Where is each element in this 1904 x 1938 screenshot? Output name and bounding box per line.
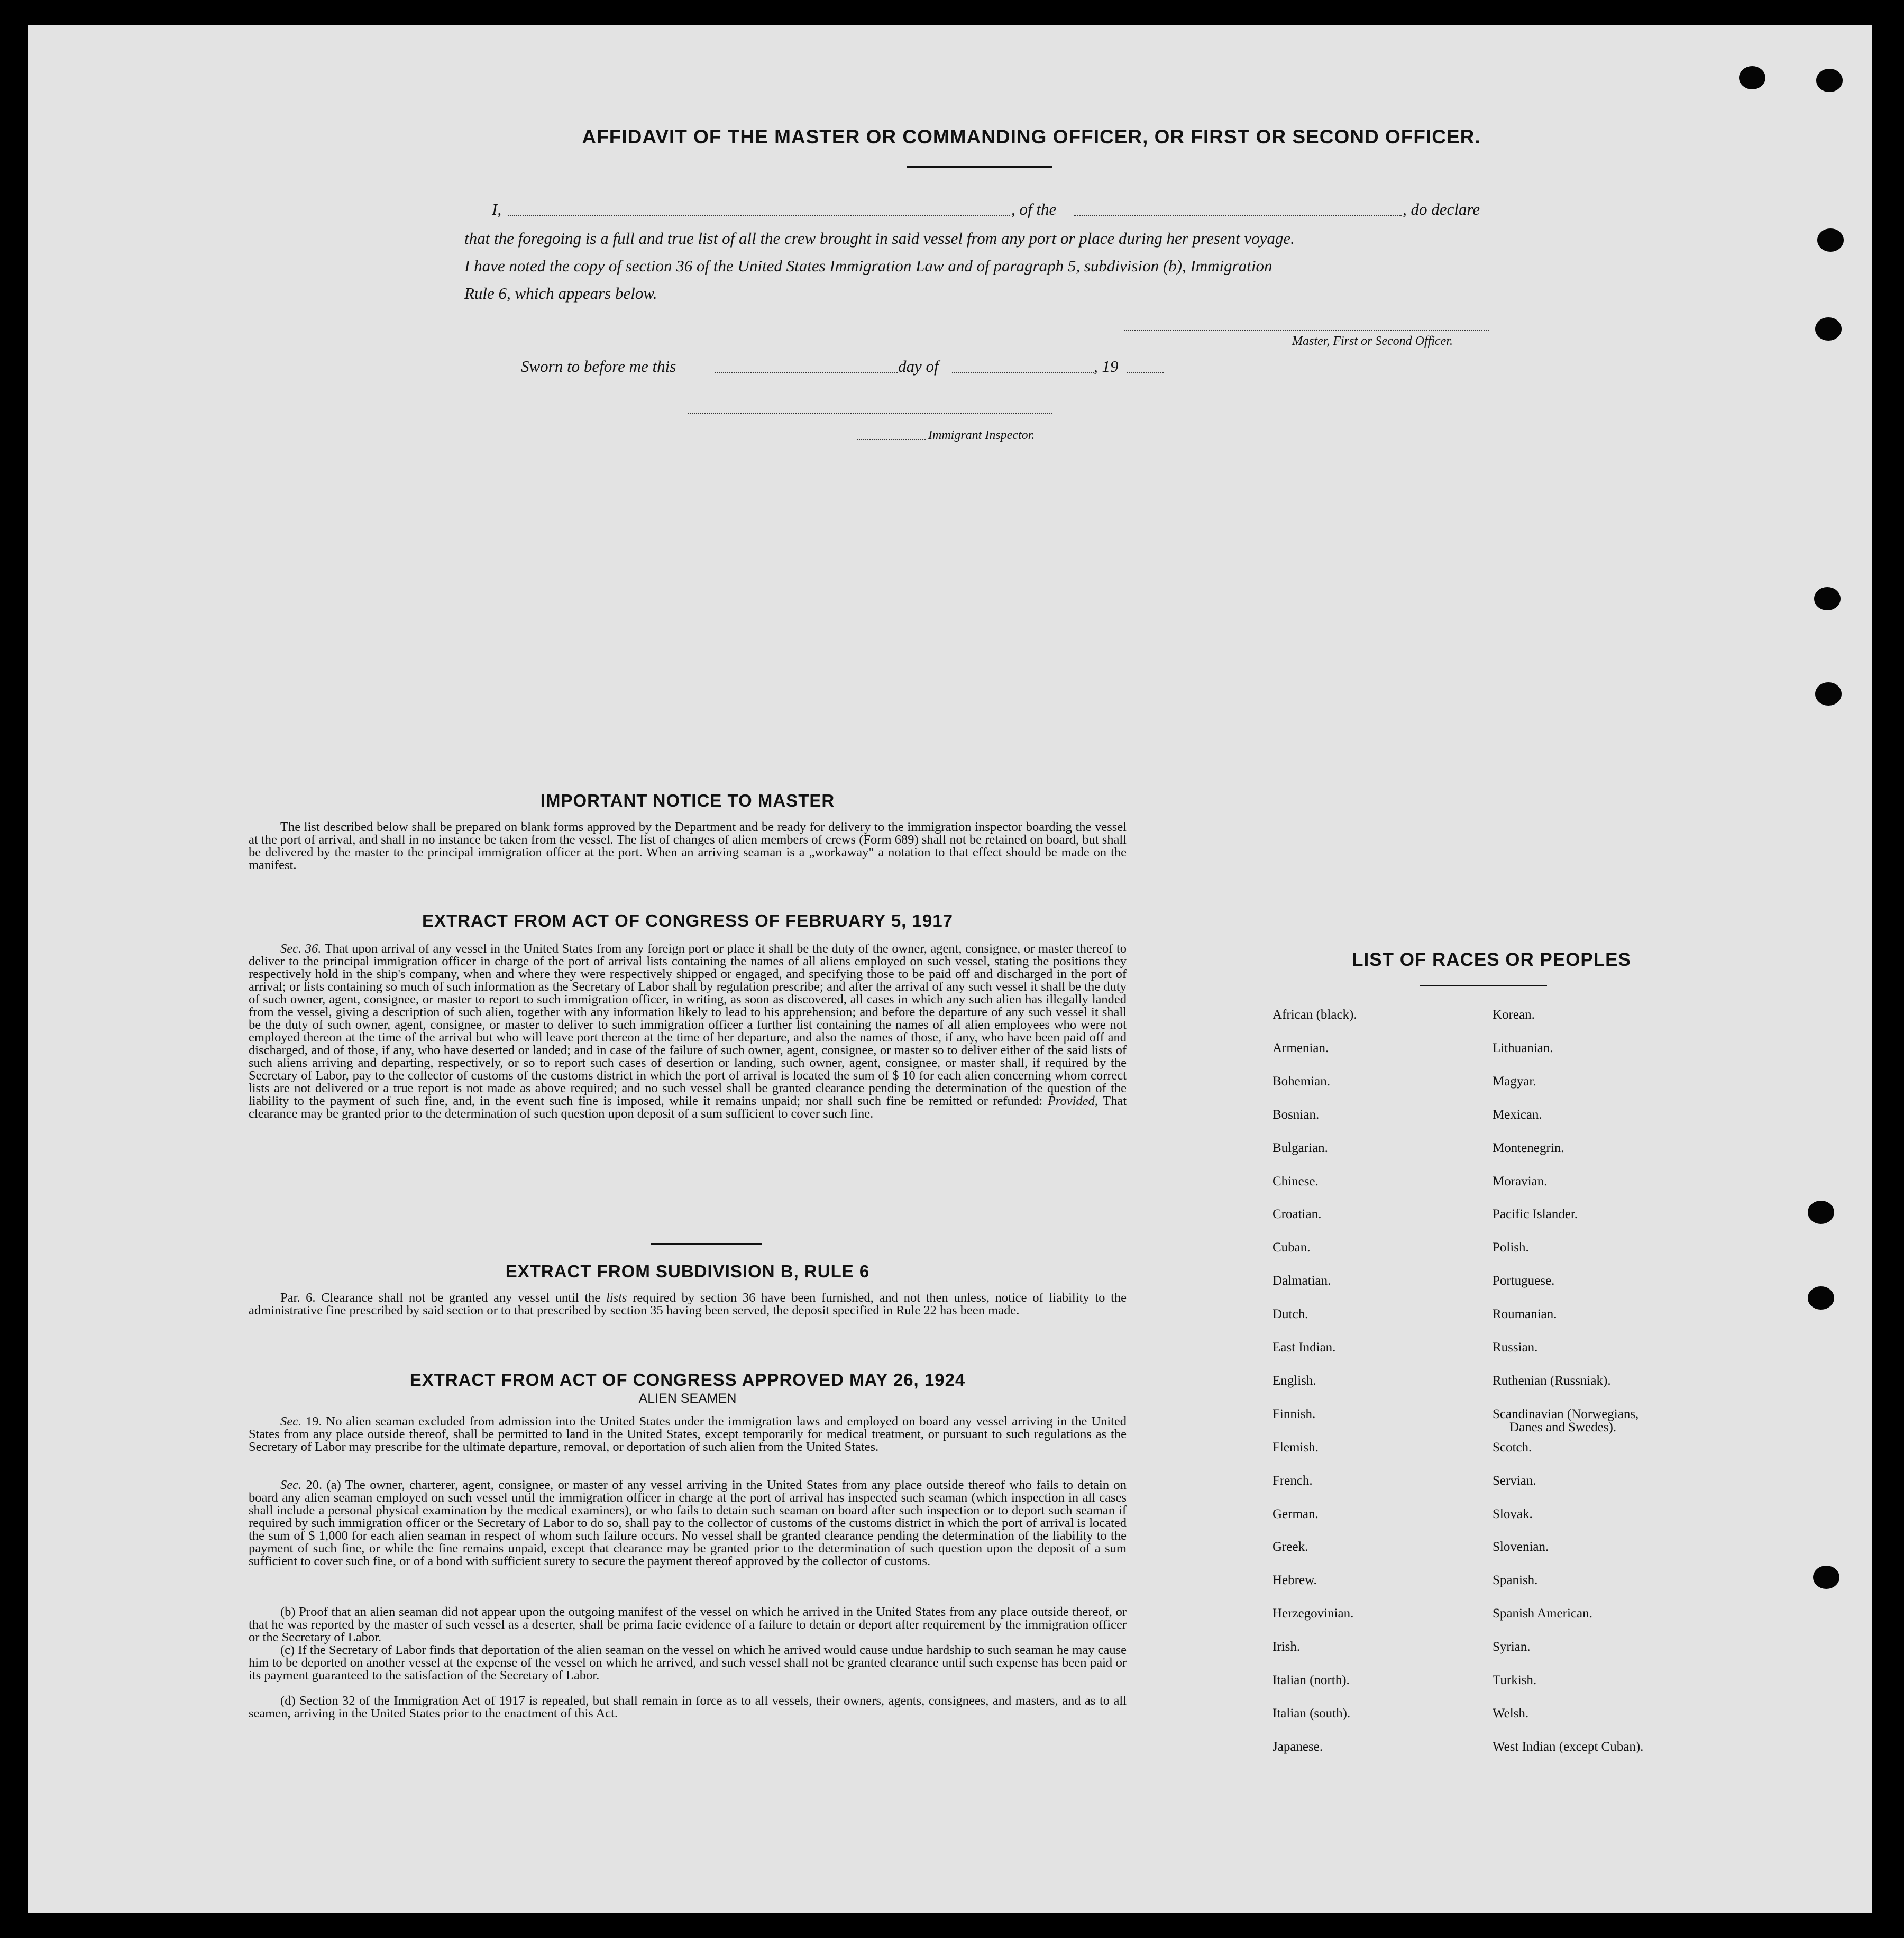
race-item: Scotch. <box>1493 1440 1532 1455</box>
race-item: Ruthenian (Russniak). <box>1493 1374 1611 1388</box>
punch-hole <box>1808 1201 1834 1224</box>
race-item: Flemish. <box>1273 1440 1319 1455</box>
race-item: African (black). <box>1273 1008 1357 1022</box>
race-item: Bosnian. <box>1273 1108 1320 1122</box>
race-item: French. <box>1273 1474 1313 1488</box>
races-underline <box>1420 985 1547 986</box>
race-item: Spanish American. <box>1493 1606 1592 1621</box>
sec-20c-text: (c) If the Secretary of Labor finds that deportation of the alien seaman on the vessel on which he arrived would cause undue hardship to such seaman he may cause him to be deported on another vessel at the expense of the vessel on which he arrived, and such vessel shall not be granted clearance until such expense has been paid or its payment guaranteed to the satisfaction of the Secretary of Labor. <box>249 1643 1127 1683</box>
race-item: West Indian (except Cuban). <box>1493 1740 1644 1754</box>
race-item: Moravian. <box>1493 1174 1548 1189</box>
punch-hole <box>1814 587 1841 610</box>
race-item: Greek. <box>1273 1540 1308 1554</box>
sec-36-label: Sec. 36. <box>280 941 322 956</box>
race-item: English. <box>1273 1374 1316 1388</box>
punch-hole <box>1817 228 1844 252</box>
race-item: Slovenian. <box>1493 1540 1549 1554</box>
punch-hole <box>1815 317 1842 341</box>
provided-label: Provided, <box>1047 1094 1098 1108</box>
extract-rule6-title: EXTRACT FROM SUBDIVISION B, RULE 6 <box>505 1261 870 1281</box>
extract-1917-text <box>249 943 1127 1120</box>
signature-blank <box>1124 330 1489 331</box>
race-item: Welsh. <box>1493 1706 1529 1721</box>
affidavit-i: I, <box>492 200 502 218</box>
title-underline <box>907 166 1052 168</box>
race-item: Scandinavian (Norwegians, <box>1493 1407 1639 1421</box>
race-item: Montenegrin. <box>1493 1141 1564 1155</box>
day-blank <box>715 372 898 373</box>
extract-1924-title: EXTRACT FROM ACT OF CONGRESS APPROVED MAY 26, 1924 <box>409 1370 966 1389</box>
affidavit-of-the: , of the <box>1011 200 1057 218</box>
notice-title: IMPORTANT NOTICE TO MASTER <box>540 791 835 810</box>
race-item: Croatian. <box>1273 1207 1322 1221</box>
sec-20d-text: (d) Section 32 of the Immigration Act of 1917 is repealed, but shall remain in force as to all vessels, their owners, agents, consignees, and masters, and as to all seamen, arriving in the United States prior to the enactment of this Act. <box>249 1694 1127 1721</box>
alien-seamen-subtitle: ALIEN SEAMEN <box>638 1391 737 1406</box>
race-item: Bulgarian. <box>1273 1141 1328 1155</box>
race-item: Korean. <box>1493 1008 1535 1022</box>
affidavit-declare: , do declare <box>1403 200 1480 218</box>
affidavit-line-2: that the foregoing is a full and true list of all the crew brought in said vessel from any port or place during her present voyage. <box>464 229 1295 248</box>
race-item: Dutch. <box>1273 1307 1308 1321</box>
race-item: Roumanian. <box>1493 1307 1557 1321</box>
race-item: Bohemian. <box>1273 1074 1331 1089</box>
section-divider <box>651 1243 762 1245</box>
affidavit-title: AFFIDAVIT OF THE MASTER OR COMMANDING OFFICER, OR FIRST OR SECOND OFFICER. <box>582 126 1481 148</box>
sec-20a-body: 20. (a) The owner, charterer, agent, consignee, or master of any vessel arriving in the United States from any place outside thereof who fails to detain on board any alien seaman employed on such vessel until the immigration officer in charge at the port of arrival has inspected such seaman (which inspection in all cases shall include a personal physical examination by the medical examiners), or who fails to detain such seaman on board after such inspection or to deport such seaman if required by such immigration officer or the Secretary of Labor to do so, shall pay to the collector of customs of the customs district in which the port of arrival is located the sum of $ 1,000 for each alien seaman in respect of whom such failure occurs. No vessel shall be granted clearance pending the determination of the liability to the payment of such fine, or while the fine remains unpaid, except that clearance may be granted prior to the determination of such question upon the deposit of a sum sufficient to cover such fine, or of a bond with sufficient surety to secure the payment thereof approved by the collector of customs. <box>249 1478 1127 1568</box>
race-item: Irish. <box>1273 1640 1301 1654</box>
par-6-text-a: Par. 6. Clearance shall not be granted any vessel until the <box>280 1291 601 1305</box>
day-of-text: day of <box>898 357 939 376</box>
punch-hole <box>1813 1566 1839 1589</box>
race-item: Italian (south). <box>1273 1706 1351 1721</box>
race-item: Cuban. <box>1273 1240 1311 1255</box>
vessel-blank <box>1074 215 1402 216</box>
provided-body: That clearance may be granted prior to the determination of such question upon deposit of a sum sufficient to cover such fine. <box>249 1094 1127 1121</box>
race-item: Lithuanian. <box>1493 1041 1553 1055</box>
race-item: Slovak. <box>1493 1507 1533 1521</box>
race-item-continuation: Danes and Swedes). <box>1509 1420 1617 1434</box>
race-item: Mexican. <box>1493 1108 1542 1122</box>
par-6-text-b: required by section 36 have been furnished, and not then unless, notice of liability to the administrative fine prescribed by said section or to that prescribed by section 35 having been served, the deposit specified in Rule 22 has been made. <box>249 1291 1127 1318</box>
races-title: LIST OF RACES OR PEOPLES <box>1352 949 1631 970</box>
year-blank <box>1127 372 1164 373</box>
inspector-blank-short <box>857 439 926 440</box>
extract-rule6-text <box>249 1292 1127 1317</box>
year-prefix: , 19 <box>1094 357 1119 376</box>
race-item: Portuguese. <box>1493 1274 1555 1288</box>
sec-20a-text <box>249 1479 1127 1568</box>
month-blank <box>952 372 1094 373</box>
race-item: Polish. <box>1493 1240 1529 1255</box>
sec-19-body: 19. No alien seaman excluded from admission into the United States under the immigration laws and employed on board any vessel arriving in the United States from any place outside thereof, shall be permitted to land in the United States, except temporarily for medical treatment, or pursuant to such regulations as the Secretary of Labor may prescribe for the ultimate departure, removal, or deportation of such alien from the United States. <box>249 1414 1127 1454</box>
race-item: Pacific Islander. <box>1493 1207 1578 1221</box>
punch-hole <box>1808 1286 1834 1310</box>
race-item: Spanish. <box>1493 1573 1538 1587</box>
affidavit-line-4: Rule 6, which appears below. <box>464 284 657 303</box>
race-item: Turkish. <box>1493 1673 1537 1687</box>
affidavit-line-3: I have noted the copy of section 36 of the United States Immigration Law and of paragraph 5, subdivision (b), Immigration <box>464 257 1273 275</box>
race-item: Chinese. <box>1273 1174 1319 1189</box>
race-item: Russian. <box>1493 1340 1538 1355</box>
extract-1917-title: EXTRACT FROM ACT OF CONGRESS OF FEBRUARY 5, 1917 <box>422 911 953 930</box>
race-item: Magyar. <box>1493 1074 1536 1089</box>
sec-20b-text: (b) Proof that an alien seaman did not appear upon the outgoing manifest of the vessel on which he arrived in the United States from any place outside thereof, or that he was reported by the master of such vessel as a deserter, shall be prima facie evidence of a failure to detain or deport after requirement by the immigration officer or the Secretary of Labor. <box>249 1605 1127 1644</box>
sworn-text: Sworn to before me this <box>521 357 676 376</box>
sec-19-text <box>249 1415 1127 1454</box>
name-blank <box>508 215 1010 216</box>
signature-label: Master, First or Second Officer. <box>1292 334 1453 348</box>
race-item: Armenian. <box>1273 1041 1329 1055</box>
race-item: Hebrew. <box>1273 1573 1317 1587</box>
inspector-blank <box>688 413 1052 414</box>
race-item: German. <box>1273 1507 1319 1521</box>
race-item: Servian. <box>1493 1474 1536 1488</box>
race-item: Dalmatian. <box>1273 1274 1331 1288</box>
race-item: Italian (north). <box>1273 1673 1350 1687</box>
inspector-label: Immigrant Inspector. <box>928 428 1035 442</box>
punch-hole <box>1739 66 1765 89</box>
sec-36-body: That upon arrival of any vessel in the United States from any foreign port or place it shall be the duty of the owner, agent, consignee, or master thereof to deliver to the principal immigration officer in charge of the port of arrival lists containing the names of all aliens employed on such vessel, stating the positions they respectively hold in the ship's company, when and where they were respectively shipped or engaged, and specifying those to be paid off and discharged in the port of arrival; or lists containing so much of such information as the Secretary of Labor shall by regulation prescribe; and after the arrival of any such vessel it shall be the duty of such owner, agent, consignee, or master to report to such immigration officer, in writing, as soon as discovered, all cases in which any such alien has illegally landed from the vessel, giving a description of such alien, together with any information likely to lead to his apprehension; and before the departure of any such vessel it shall be the duty of such owner, agent, consignee, or master to deliver to such immigration officer a further list containing the names of all alien employees who were not employed thereon at the time of the arrival but who will leave port thereon at the time of her departure, and also the names of those, if any, who have been paid off and discharged, and of those, if any, who have deserted or landed; and in case of the failure of such owner, agent, consignee, or master so to deliver either of the said lists of such aliens arriving and departing, respectively, or so to report such cases of desertion or landing, such owner, agent, consignee, or master shall, if required by the Secretary of Labor, pay to the collector of customs of the customs district in which the port of arrival is located the sum of $ 10 for each alien concerning whom correct lists are not delivered or a true report is not made as above required; and no such vessel shall be granted clearance pending the determination of the question of the liability to the payment of such fine, and, in the event such fine is imposed, while it remains unpaid; nor shall such fine be remitted or refunded: <box>249 941 1127 1108</box>
lists-word: lists <box>606 1291 627 1305</box>
race-item: East Indian. <box>1273 1340 1336 1355</box>
notice-text: The list described below shall be prepared on blank forms approved by the Department and be ready for delivery to the immigration inspector boarding the vessel at the port of arrival, and shall in no instance be taken from the vessel. The list of changes of alien members of crews (Form 689) shall not be retained on board, but shall be delivered by the master to the principal immigration officer at the port. When an arriving seaman is a „workaway" a notation to that effect should be made on the manifest. <box>249 820 1127 872</box>
punch-hole <box>1815 682 1842 706</box>
punch-hole <box>1816 69 1843 92</box>
race-item: Herzegovinian. <box>1273 1606 1354 1621</box>
race-item: Syrian. <box>1493 1640 1531 1654</box>
sec-19-label: Sec. <box>280 1414 302 1429</box>
sec-20-label: Sec. <box>280 1478 302 1492</box>
race-item: Japanese. <box>1273 1740 1323 1754</box>
race-item: Finnish. <box>1273 1407 1316 1421</box>
